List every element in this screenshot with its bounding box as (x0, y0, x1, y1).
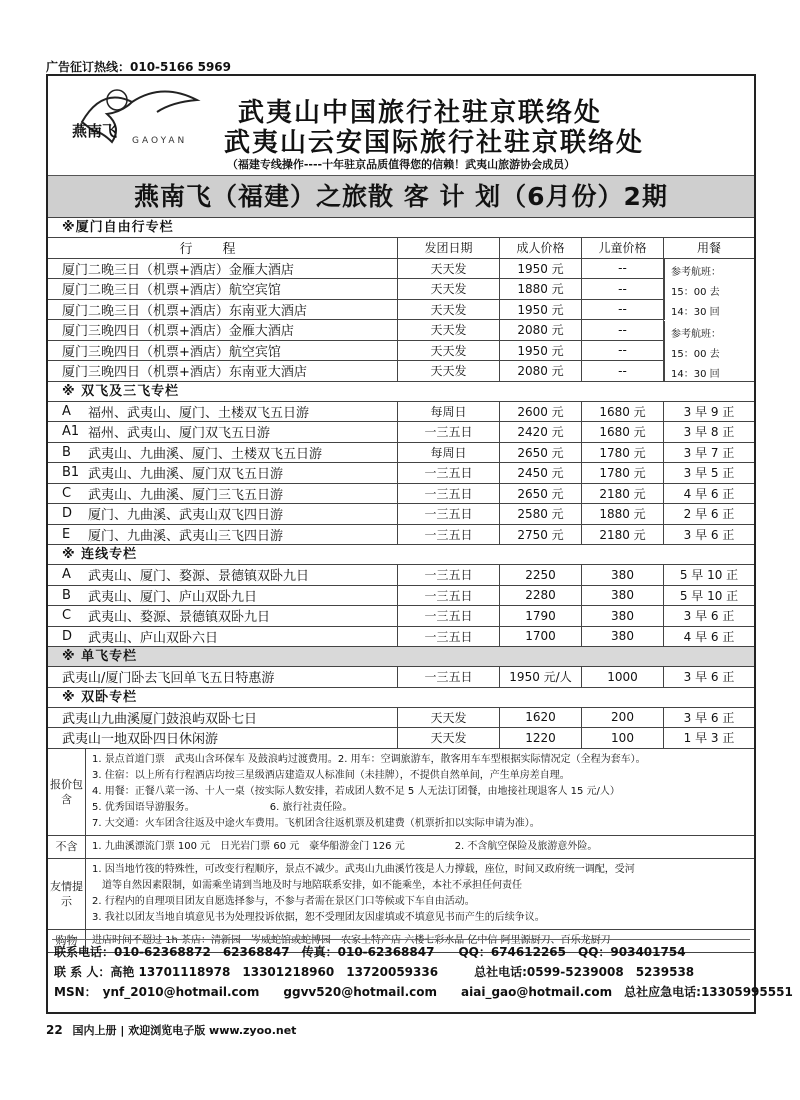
departure-cell: 天天发 (398, 279, 500, 299)
meal-cell: 5 早 10 正 (679, 568, 739, 583)
section-xiamen: ※厦门自由行专栏 (48, 218, 754, 238)
child-price-cell: 380 (582, 565, 664, 585)
contact-phone: 联系电话：010-62368872 62368847 传真：010-62368847 QQ：674612265 QQ：903401754 (54, 945, 686, 959)
route-cell (48, 565, 398, 585)
notice-line: 2. 行程内的自理项目团友自愿选择参与，不参与者需在景区门口等候或下车自由活动。 (92, 895, 475, 907)
route-cell: 厦门二晚三日（机票+酒店）金雁大酒店 (48, 259, 398, 279)
adult-price-cell: 2580 元 (500, 504, 582, 524)
child-price-cell: 1780 元 (582, 443, 664, 463)
departure-cell: 天天发 (398, 300, 500, 320)
route-cell: 武夷山九曲溪厦门鼓浪屿双卧七日 (48, 708, 398, 728)
notice-line: 1. 因当地竹筏的特殊性，可改变行程顺序，景点不减少。武夷山九曲溪竹筏是人力撑载，座位，时间又政府统一调配，受河 (92, 863, 635, 875)
departure-cell: 一三五日 (398, 422, 500, 442)
logo-subtext: GAOYAN (132, 136, 188, 146)
tagline: （福建专线操作----十年驻京品质值得您的信赖！武夷山旅游协会成员） (226, 158, 576, 171)
brochure-frame (46, 74, 793, 1014)
departure-cell: 天天发 (398, 728, 500, 748)
route-text: 厦门、九曲溪、武夷山双飞四日游 (88, 508, 284, 524)
section-sleeper: ※ 双卧专栏 (48, 688, 754, 708)
table-row (48, 320, 754, 341)
route-text: 武夷山、九曲溪、厦门三飞五日游 (88, 487, 284, 503)
adult-price-cell: 2650 元 (500, 484, 582, 504)
route-text: 武夷山、厦门、庐山双卧九日 (88, 589, 258, 605)
adult-price-cell: 2650 元 (500, 443, 582, 463)
route-code: B1 (62, 465, 80, 481)
child-price-cell: -- (582, 361, 664, 381)
route-cell (48, 525, 398, 545)
departure-cell: 每周日 (398, 402, 500, 422)
flight-ref-go: 15：00 去 (671, 348, 720, 360)
table-row (48, 402, 754, 423)
flight-ref-back: 14：30 回 (671, 368, 720, 380)
adult-price-cell: 2250 (500, 565, 582, 585)
child-price-cell: -- (582, 279, 664, 299)
table-row (48, 728, 754, 749)
notice-line: 3. 我社以团友当地自填意见书为处理投诉依据，恕不受理团友因虚填或不填意见书而产生的后续争议。 (92, 911, 545, 923)
child-price-cell: 2180 元 (582, 525, 664, 545)
contacts (54, 942, 793, 1002)
route-cell: 厦门三晚四日（机票+酒店）东南亚大酒店 (48, 361, 398, 381)
route-cell (48, 606, 398, 626)
table-row (48, 463, 754, 484)
child-price-cell: 1680 元 (582, 402, 664, 422)
meal-cell: 4 早 6 正 (683, 629, 735, 644)
meal-cell: 3 早 6 正 (683, 527, 735, 542)
table-row (48, 667, 754, 688)
ad-hotline: 广告征订热线：010-5166 5969 (46, 60, 232, 74)
route-code: C (62, 485, 72, 501)
departure-cell: 一三五日 (398, 504, 500, 524)
route-cell: 厦门二晚三日（机票+酒店）东南亚大酒店 (48, 300, 398, 320)
logo-text: 燕南飞 (72, 122, 118, 140)
divider (52, 939, 750, 940)
table-row (48, 627, 754, 648)
header-route: 行程 (48, 238, 398, 258)
shopping-line: 进店时间不超过 1h 茶店：清新园 岑威蛇馆或蛇博园 农家土特产店 六楼七彩水晶 亿中信 阿里源厨刀、百乐龙厨刀 (92, 934, 611, 946)
route-code: C (62, 608, 72, 624)
meal-cell: 3 早 6 正 (683, 670, 735, 685)
route-code: A (62, 567, 71, 583)
section-double-flight: ※ 双飞及三飞专栏 (48, 382, 754, 402)
flight-ref-label: 参考航班： (671, 328, 721, 340)
route-cell: 厦门二晚三日（机票+酒店）航空宾馆 (48, 279, 398, 299)
adult-price-cell: 1950 元 (500, 259, 582, 279)
route-cell (48, 504, 398, 524)
route-code: B (62, 444, 71, 460)
route-cell: 厦门三晚四日（机票+酒店）金雁大酒店 (48, 320, 398, 340)
meal-cell: 5 早 10 正 (679, 588, 739, 603)
departure-cell: 天天发 (398, 361, 500, 381)
route-text: 厦门、九曲溪、武夷山三飞四日游 (88, 528, 284, 544)
route-cell (48, 402, 398, 422)
agency-title-2: 武夷山云安国际旅行社驻京联络处 (224, 128, 645, 158)
table-row (48, 443, 754, 464)
departure-cell: 天天发 (398, 259, 500, 279)
adult-price-cell: 1700 (500, 627, 582, 647)
table-row (48, 504, 754, 525)
adult-price-cell: 2420 元 (500, 422, 582, 442)
flight-ref-go: 15：00 去 (671, 286, 720, 298)
child-price-cell: 100 (582, 728, 664, 748)
page-number: 22 (46, 1023, 63, 1037)
header (48, 76, 754, 176)
adult-price-cell: 1220 (500, 728, 582, 748)
departure-cell: 一三五日 (398, 525, 500, 545)
notice-label: 友情提示 (48, 859, 86, 929)
departure-cell: 一三五日 (398, 627, 500, 647)
section-single-flight: ※ 单飞专栏 (48, 647, 754, 667)
meal-cell: 3 早 7 正 (683, 445, 735, 460)
route-cell: 厦门三晚四日（机票+酒店）航空宾馆 (48, 341, 398, 361)
header-child-price: 儿童价格 (582, 238, 664, 258)
departure-cell: 一三五日 (398, 565, 500, 585)
included-line: 3. 住宿：以上所有行程酒店均按三星级酒店建造双人标准间（未挂牌），不提供自然单间，产生单房差自理。 (92, 769, 570, 781)
route-cell (48, 422, 398, 442)
route-text: 武夷山、庐山双卧六日 (88, 630, 219, 646)
table-row (48, 606, 754, 627)
child-price-cell: 380 (582, 586, 664, 606)
page-footer (46, 1022, 296, 1038)
plan-banner: 燕南飞（福建）之旅散 客 计 划（6月份）2期 (48, 176, 754, 218)
child-price-cell: -- (582, 259, 664, 279)
departure-cell: 一三五日 (398, 484, 500, 504)
notice-line: 道等自然因素限制，如需乘坐请到当地及时与地陪联系安排，如不能乘坐，本社不承担任何责任 (92, 879, 522, 891)
route-cell: 武夷山/厦门卧去飞回单飞五日特惠游 (48, 667, 398, 687)
xiamen-table (48, 259, 754, 382)
header-meal: 用餐 (696, 241, 721, 256)
table-row (48, 300, 754, 321)
departure-cell: 一三五日 (398, 586, 500, 606)
included-label: 报价包含 (48, 749, 86, 835)
route-cell (48, 484, 398, 504)
route-text: 武夷山、九曲溪、厦门、土楼双飞五日游 (88, 446, 323, 462)
departure-cell: 天天发 (398, 341, 500, 361)
table-row (48, 525, 754, 546)
meal-cell: 4 早 6 正 (683, 486, 735, 501)
adult-price-cell: 2280 (500, 586, 582, 606)
route-code: A (62, 403, 71, 419)
meal-cell: 3 早 6 正 (683, 710, 735, 725)
route-text: 福州、武夷山、厦门、土楼双飞五日游 (88, 405, 310, 421)
adult-price-cell: 2750 元 (500, 525, 582, 545)
route-text: 武夷山、婺源、景德镇双卧九日 (88, 610, 271, 626)
child-price-cell: -- (582, 300, 664, 320)
table-row (48, 565, 754, 586)
child-price-cell: 2180 元 (582, 484, 664, 504)
excluded-block (48, 836, 754, 859)
adult-price-cell: 1950 元/人 (500, 667, 582, 687)
included-block (48, 749, 754, 836)
child-price-cell: 380 (582, 627, 664, 647)
route-cell (48, 627, 398, 647)
route-text: 武夷山、厦门、婺源、景德镇双卧九日 (88, 569, 310, 585)
child-price-cell: 380 (582, 606, 664, 626)
footer-text: 国内上册 | 欢迎浏览电子版 www.zyoo.net (72, 1024, 297, 1037)
included-body (86, 749, 754, 835)
meal-cell: 3 早 6 正 (683, 609, 735, 624)
included-line: 1. 景点首道门票 武夷山含环保车 及鼓浪屿过渡费用。2. 用车：空调旅游车，散客用车车型根据实际情况定（全程为套车）。 (92, 753, 646, 765)
adult-price-cell: 1880 元 (500, 279, 582, 299)
adult-price-cell: 2450 元 (500, 463, 582, 483)
included-line: 4. 用餐：正餐八菜一汤、十人一桌（按实际人数安排，若成团人数不足 5 人无法订团餐，由地接社现退客人 15 元/人） (92, 785, 620, 797)
table-row (48, 708, 754, 729)
route-code: B (62, 587, 71, 603)
table-row (48, 341, 754, 362)
child-price-cell: 200 (582, 708, 664, 728)
child-price-cell: -- (582, 320, 664, 340)
departure-cell: 每周日 (398, 443, 500, 463)
route-cell (48, 586, 398, 606)
meal-cell: 3 早 5 正 (683, 466, 735, 481)
meal-cell: 3 早 8 正 (683, 425, 735, 440)
table-row (48, 361, 754, 382)
table-row (48, 484, 754, 505)
shopping-label: 购物 (48, 930, 86, 952)
excluded-body (86, 836, 754, 858)
notice-body (86, 859, 754, 929)
departure-cell: 一三五日 (398, 606, 500, 626)
child-price-cell: 1680 元 (582, 422, 664, 442)
adult-price-cell: 2080 元 (500, 361, 582, 381)
adult-price-cell: 2080 元 (500, 320, 582, 340)
route-cell: 武夷山一地双卧四日休闲游 (48, 728, 398, 748)
included-line: 7. 大交通：火车团含往返及中途火车费用。飞机团含往返机票及机建费（机票折扣以实际申请为准）。 (92, 817, 540, 829)
table-row (48, 586, 754, 607)
agency-title-1: 武夷山中国旅行社驻京联络处 (238, 98, 603, 128)
header-departure: 发团日期 (398, 238, 500, 258)
table-row (48, 259, 754, 280)
meal-cell: 2 早 6 正 (683, 507, 735, 522)
adult-price-cell: 2600 元 (500, 402, 582, 422)
included-line: 5. 优秀国语导游服务。 6. 旅行社责任险。 (92, 801, 353, 813)
flight-ref-label: 参考航班： (671, 266, 721, 278)
child-price-cell: 1880 元 (582, 504, 664, 524)
meal-cell: 1 早 3 正 (683, 731, 735, 746)
child-price-cell: 1000 (582, 667, 664, 687)
excluded-label: 不含 (48, 836, 86, 858)
section-link: ※ 连线专栏 (48, 545, 754, 565)
route-code: A1 (62, 424, 80, 440)
contact-msn: MSN： ynf_2010@hotmail.com ggvv520@hotmail.com aiai_gao@hotmail.com 总社应急电话:13305995551 (54, 985, 793, 999)
departure-cell: 天天发 (398, 320, 500, 340)
meal-cell: 3 早 9 正 (683, 404, 735, 419)
adult-price-cell: 1620 (500, 708, 582, 728)
route-code: D (62, 506, 73, 522)
flight-reference-2 (664, 321, 754, 381)
route-cell (48, 443, 398, 463)
route-code: E (62, 526, 71, 542)
route-cell (48, 463, 398, 483)
route-text: 武夷山、九曲溪、厦门双飞五日游 (88, 467, 284, 483)
departure-cell: 一三五日 (398, 667, 500, 687)
excluded-line: 1. 九曲溪漂流门票 100 元 日光岩门票 60 元 豪华船游金门 126 元 2. 不含航空保险及旅游意外险。 (92, 840, 598, 852)
notice-block (48, 859, 754, 930)
child-price-cell: 1780 元 (582, 463, 664, 483)
table-header (48, 238, 754, 259)
table-row (48, 422, 754, 443)
contact-people: 联 系 人：高艳 13701118978 13301218960 13720059336 总社电话:0599-5239008 5239538 (54, 965, 695, 979)
flight-reference-1 (664, 259, 754, 320)
route-text: 福州、武夷山、厦门双飞五日游 (88, 426, 271, 442)
header-adult-price: 成人价格 (500, 238, 582, 258)
departure-cell: 一三五日 (398, 463, 500, 483)
departure-cell: 天天发 (398, 708, 500, 728)
child-price-cell: -- (582, 341, 664, 361)
table-row (48, 279, 754, 300)
adult-price-cell: 1950 元 (500, 341, 582, 361)
adult-price-cell: 1950 元 (500, 300, 582, 320)
flight-ref-back: 14：30 回 (671, 306, 720, 318)
adult-price-cell: 1790 (500, 606, 582, 626)
route-code: D (62, 628, 73, 644)
